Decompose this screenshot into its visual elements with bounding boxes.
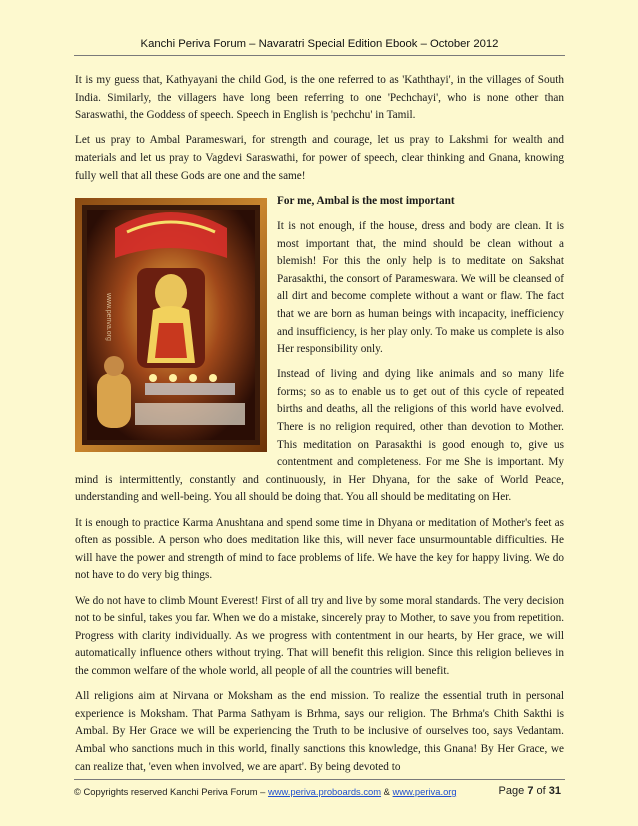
page-footer (74, 786, 565, 797)
ampersand: & (383, 786, 390, 797)
section-subheading: For me, Ambal is the most important (277, 194, 455, 207)
link-periva-org[interactable]: www.periva.org (392, 786, 457, 797)
header-rule (74, 55, 565, 56)
link-periva-proboards[interactable]: www.periva.proboards.com (267, 786, 382, 797)
running-header: Kanchi Periva Forum – Navaratri Special Edition Ebook – October 2012 (140, 38, 499, 50)
paragraph-kathyayani: It is my guess that, Kathyayani the child God, is the one referred to as 'Kaththayi', in the villages of South India. Similarly, the villagers have long been referring to one 'Pechchayi', who is none other than Saraswathi, the Goddess of speech. Speech in English is 'pechchu' in Tamil. (75, 74, 564, 122)
copyright-text: © Copyrights reserved Kanchi Periva Forum – (74, 786, 266, 797)
footer-rule (74, 779, 565, 780)
page-body (75, 72, 564, 784)
page-number: Page 7 of 31 (498, 785, 561, 797)
goddess-image (75, 198, 267, 452)
figure-watermark: www.periva.org (105, 292, 112, 341)
paragraph-instead-of-living: Instead of living and dying like animals and so many life forms; so as to enable us to get out of this cycle of repeated births and deaths, all the religions of this world have evolved. There is no religion required, other than devotion to Mother. This meditation on Parasakthi is good enough to, give us contentment and completeness. For me She is important. My mind is intermittently, constantly and continuously, in Her Dhyana, for the sake of World Peace, understanding and well-being. You all should be doing that. You all should be meditating on Her. (75, 368, 564, 504)
paragraph-pray-ambal: Let us pray to Ambal Parameswari, for strength and courage, let us pray to Lakshmi for wealth and materials and let us pray to Vagdevi Saraswathi, for power of speech, clear thinking and Gnana, knowing fully well that all these Gods are one and the same! (75, 134, 564, 182)
paragraph-mount-everest: We do not have to climb Mount Everest! First of all try and live by some moral standards. The very decision not to be sinful, takes you far. When we do a mistake, sincerely pray to Mother, to save you from repetition. Progress with clarity individually. As we progress with contentment in our hearts, by Her grace, we will automatically influence others without trying. That will benefit this religion. Since this religion believes in the common welfare of the whole world, all people of all the countries will benefit. (75, 594, 564, 677)
paragraph-mind-clean: It is not enough, if the house, dress and body are clean. It is most important that, the mind should be clean without a blemish! For this the only help is to meditate on Sakshat Parasakthi, the consort of Parameswara. We will be cleansed of all dirt and become complete without a want or flaw. The fact that we are born as human beings with incapacity, inefficiency and insufficiency, is her play only. To make us complete is also Her responsibility only. (277, 219, 564, 356)
paragraph-karma-anushtana: It is enough to practice Karma Anushtana and spend some time in Dhyana or meditation of Mother's feet as often as possible. A person who does meditation like this, will never face unsurmountable difficulties. He will have the power and strength of mind to face problems of life. We have the key for happy living. We do not have to do very big things. (75, 516, 564, 582)
paragraph-nirvana: All religions aim at Nirvana or Moksham as the end mission. To realize the essential truth in personal experience is Moksham. That Parma Sathyam is Brhma, says our religion. The Brhma's Chith Sakthi is Ambal. By Her Grace we will be experiencing the Truth to be inclusive of ourselves too, says Vedantam. Ambal who sanctions much in this world, finally sanctions this knowledge, this Gnana! By Her Grace, we can realize that, 'even when involved, we are apart'. By being devoted to (75, 690, 564, 773)
